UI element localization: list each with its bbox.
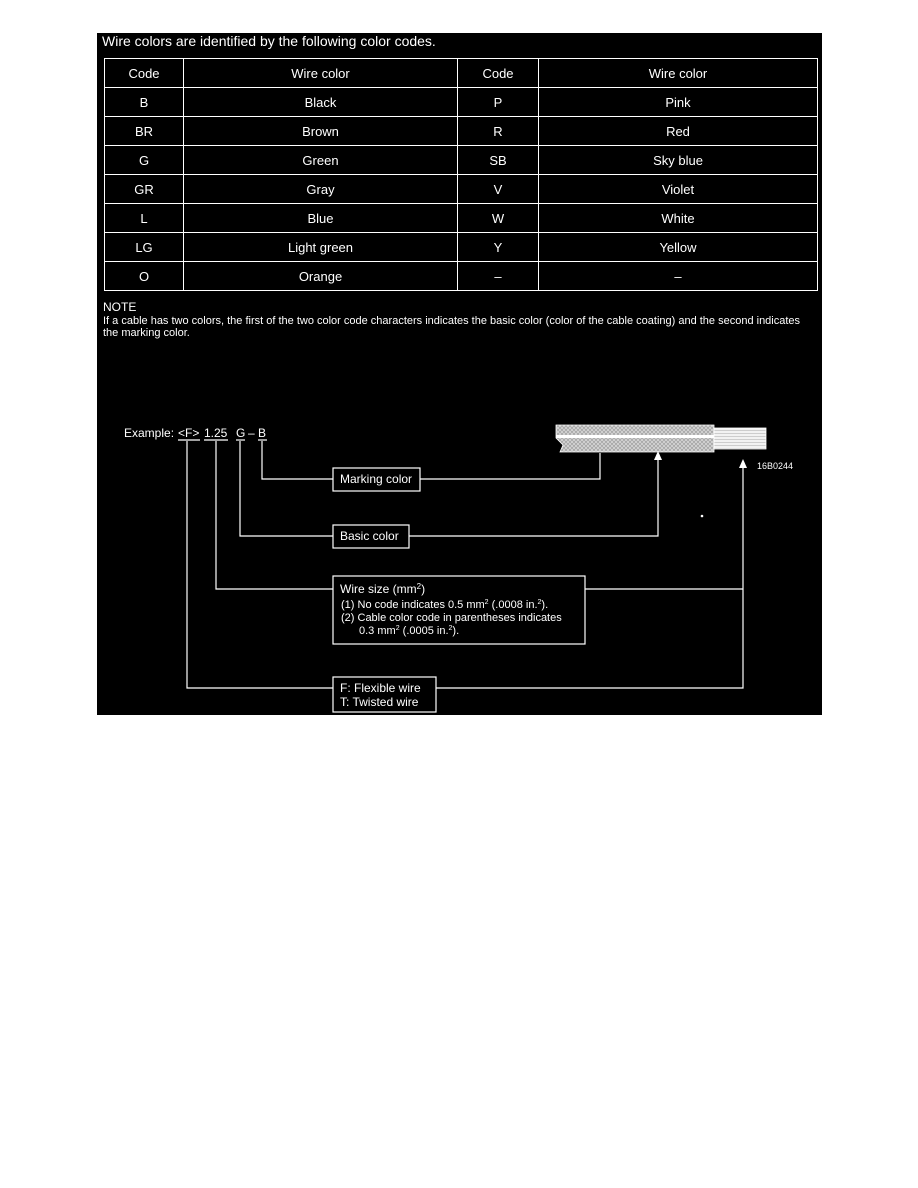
code-cell: LG xyxy=(105,233,184,262)
color-cell: Red xyxy=(539,117,818,146)
flex-leader xyxy=(187,441,333,688)
wire-code-diagram xyxy=(97,33,822,715)
wire-size-line-1: (1) No code indicates 0.5 $mm^2$ (.0008 in.$^2$). xyxy=(341,599,549,611)
code-cell: R xyxy=(458,117,539,146)
color-cell: – xyxy=(539,262,818,291)
wire-color-panel xyxy=(97,33,822,715)
color-cell: Gray xyxy=(184,175,458,204)
color-cell: Green xyxy=(184,146,458,175)
code-cell: W xyxy=(458,204,539,233)
note-title: NOTE xyxy=(103,300,137,314)
flexible-wire-label: F: Flexible wire xyxy=(340,681,421,695)
figure-id: 16B0244 xyxy=(757,461,794,471)
stray-dot xyxy=(701,515,704,518)
basic-pointer-line xyxy=(409,459,658,536)
color-cell: Orange xyxy=(184,262,458,291)
color-cell: Sky blue xyxy=(539,146,818,175)
code-cell: P xyxy=(458,88,539,117)
color-cell: Light green xyxy=(184,233,458,262)
example-code xyxy=(124,426,266,440)
twisted-wire-label: T: Twisted wire xyxy=(340,695,419,709)
basic-code: G xyxy=(236,426,246,440)
page-heading: Wire colors are identified by the following color codes. xyxy=(102,33,436,49)
code-cell: Y xyxy=(458,233,539,262)
note-text: If a cable has two colors, the first of the two color code characters indicates the basic color (color of the cable coating) and the second indicates the marking color. xyxy=(103,315,801,339)
color-cell: Brown xyxy=(184,117,458,146)
cable-illustration xyxy=(556,425,793,471)
color-cell: Pink xyxy=(539,88,818,117)
code-cell: O xyxy=(105,262,184,291)
header-code: Code xyxy=(458,59,539,88)
wire-size-line-3: 0.3 $mm^2$ (.0005 in.$^2$). xyxy=(359,625,460,637)
code-cell: L xyxy=(105,204,184,233)
example-prefix: Example: xyxy=(124,426,175,440)
size-leader xyxy=(216,441,333,589)
marking-leader xyxy=(262,441,333,479)
dash: – xyxy=(248,426,255,440)
code-cell: SB xyxy=(458,146,539,175)
marking-code: B xyxy=(258,426,267,440)
type-arrow-head xyxy=(739,459,747,468)
color-cell: Blue xyxy=(184,204,458,233)
wire-size-line-2: (2) Cable color code in parentheses indicates xyxy=(341,612,562,624)
wire-size-title: Wire size $(mm^2)$ xyxy=(340,582,426,596)
flex-code: <F> xyxy=(178,426,200,440)
size-code: 1.25 xyxy=(204,426,228,440)
header-wire-color: Wire color xyxy=(184,59,458,88)
code-cell: – xyxy=(458,262,539,291)
color-cell: Violet xyxy=(539,175,818,204)
basic-color-label: Basic color xyxy=(340,529,399,543)
code-cell: G xyxy=(105,146,184,175)
code-cell: B xyxy=(105,88,184,117)
code-cell: V xyxy=(458,175,539,204)
color-cell: Yellow xyxy=(539,233,818,262)
code-cell: GR xyxy=(105,175,184,204)
color-cell: White xyxy=(539,204,818,233)
basic-leader xyxy=(240,441,333,536)
marking-color-label: Marking color xyxy=(340,472,413,486)
color-cell: Black xyxy=(184,88,458,117)
marking-pointer-line xyxy=(420,453,600,479)
header-code: Code xyxy=(105,59,184,88)
header-wire-color: Wire color xyxy=(539,59,818,88)
code-cell: BR xyxy=(105,117,184,146)
